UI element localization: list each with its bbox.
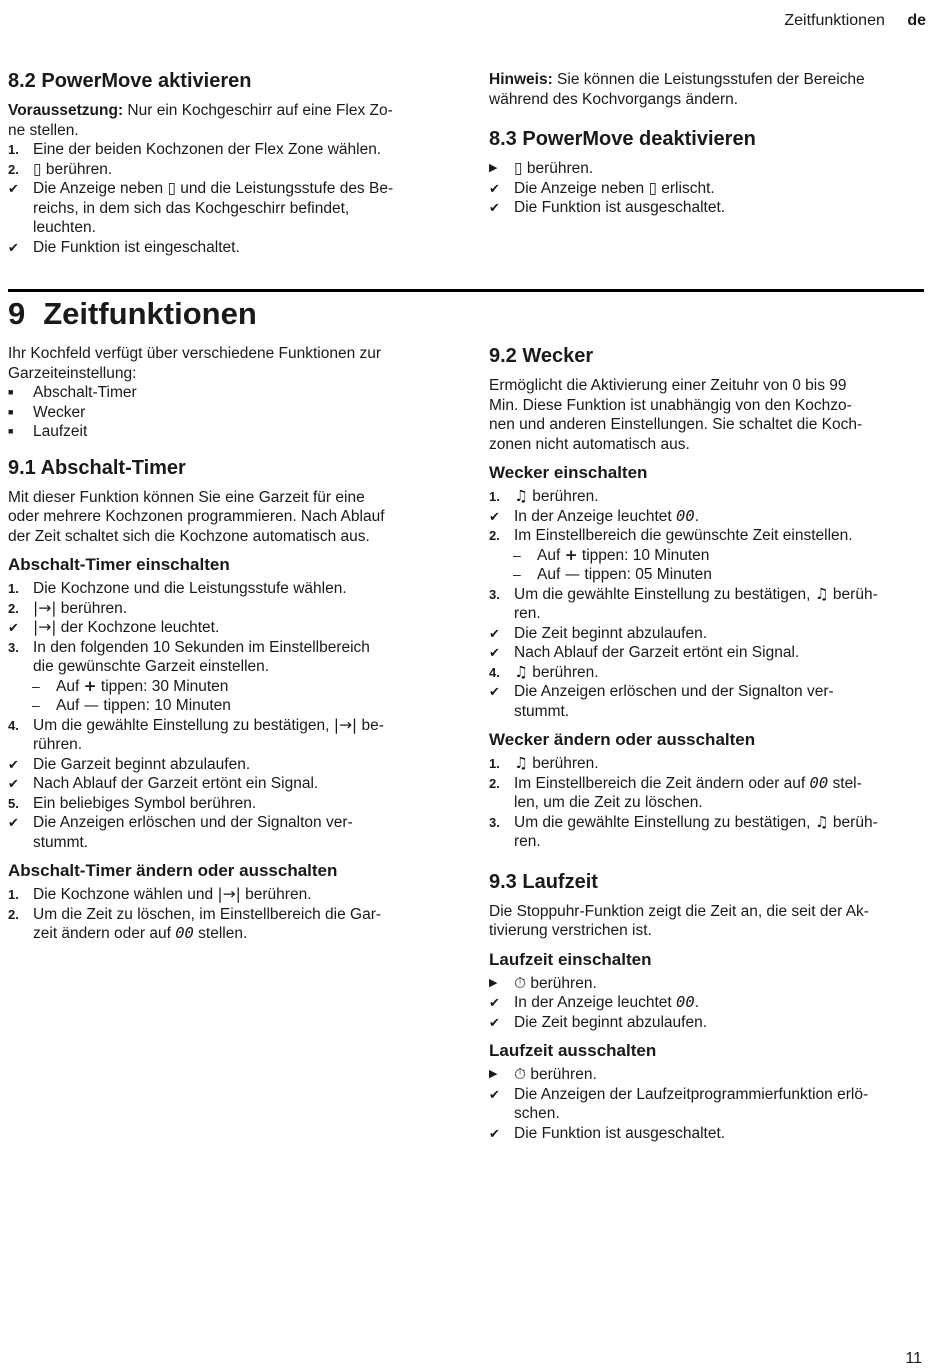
arrow-icon: ▶ [489,1068,498,1080]
segment-display-icon: 00 [809,773,829,792]
step-item: 2. ▯ berühren. [8,159,113,178]
heading-9-2: 9.2 Wecker [489,345,594,367]
list-item: ■ Abschalt-Timer [8,384,137,401]
bell-icon: ♫ [514,754,528,772]
subheading-timer-on: Abschalt-Timer einschalten [8,555,230,574]
timer-icon: |→| [333,715,358,734]
stopwatch-icon: ⏱ [514,1065,527,1083]
page-number: 11 [905,1350,922,1367]
page-header [784,11,926,31]
plus-icon: + [83,676,97,695]
heading-9-3: 9.3 Laufzeit [489,870,598,893]
check-icon: ✔ [8,181,19,196]
arrow-icon: ▶ [489,162,498,174]
chapter-rule [8,289,924,292]
chapter-9-left: Ihr Kochfeld verfügt über verschiedene Funktionen zur Garzeiteinstellung: ■ Abschalt-Timer ■ Wecker ■ Laufzeit 9.1 Abschalt-Timer Mit dieser Funktion können Sie eine Garzeit für eine oder mehrere Kochzonen programmieren. Nach Ablauf der Zeit schaltet sich die Kochzone automatisch aus. Abschalt-Timer einschalten 1. Die Kochzone und die Leistungsstufe wählen. 2. |→| berühren. ✔ |→| der Kochzone leuchtet. 3. In den folgenden 10 Sekunden im Einstellbereich die gewünschte Garzeit einstellen. – Auf + tippen: 30 Minuten – Auf — tippen: 10 Minuten 4. Um die gewählte Einstellung zu bestätigen, |→| be- rühren. ✔ Die Garzeit beginnt abzulaufen. ✔ Nach Ablauf der Garzeit ertönt ein Signal. 5. Ein beliebiges Symbol berühren. ✔ Die Anzeigen erlöschen und der Signalton ver- stummt. Abschalt-Timer ändern oder ausschalten 1. Die Kochzone wählen und |→| berühren. 2. Um die Zeit zu löschen, im Einstellbereich die Gar- zeit ändern oder auf 00 stellen. [8,344,448,944]
timer-icon: |→| [33,598,57,617]
check-icon: ✔ [489,995,500,1010]
result-item: ✔ Die Funktion ist ausgeschaltet. [489,199,726,216]
check-icon: ✔ [489,508,500,524]
check-icon: ✔ [8,776,19,791]
step-item: 1. Eine der beiden Kochzonen der Flex Zone wählen. [8,141,382,158]
subheading-alarm-on: Wecker einschalten [489,463,648,482]
powermove-icon: ▯ [33,159,42,178]
check-icon: ✔ [489,200,500,215]
check-icon: ✔ [489,645,500,660]
powermove-icon: ▯ [167,179,176,197]
header-section-title: Zeitfunktionen [784,12,885,29]
minus-icon: — [564,565,581,583]
bullet-icon: ■ [8,426,14,436]
check-icon: ✔ [489,180,500,196]
timer-icon: |→| [217,885,241,903]
check-icon: ✔ [489,625,500,641]
check-icon: ✔ [8,756,19,772]
segment-display-icon: 00 [676,993,695,1011]
action-item: ▶ ▯ berühren. [489,159,594,177]
bell-icon: ♫ [514,662,528,681]
plus-icon: + [564,545,578,564]
bullet-icon: ■ [8,387,14,397]
check-icon: ✔ [8,239,19,255]
section-8-2: 8.2 PowerMove aktivieren Voraussetzung: Nur ein Kochgeschirr auf eine Flex Zo- ne stellen. 1. Eine der beiden Kochzonen der Flex Zone wählen. 2. ▯ berühren. ✔ Die Anzeige neben ▯ und die Leistungsstufe des Be- reichs, in dem sich das Kochgeschirr befindet, leuchten. ✔ Die Funktion ist eingeschaltet. [8,69,448,257]
check-icon: ✔ [8,620,19,635]
bell-icon: ♫ [814,584,829,603]
chapter-title: 9 Zeitfunktionen [8,296,257,331]
heading-9-1: 9.1 Abschalt-Timer [8,456,186,479]
subheading-runtime-on: Laufzeit einschalten [489,949,652,969]
subheading-runtime-off: Laufzeit ausschalten [489,1041,657,1060]
result-item: ✔ Die Funktion ist eingeschaltet. [8,238,240,256]
segment-display-icon: 00 [175,924,194,942]
check-icon: ✔ [489,1125,500,1141]
header-language: de [907,12,926,29]
minus-icon: — [83,696,100,714]
list-item: ■ Laufzeit [8,423,88,440]
powermove-icon: ▯ [648,178,657,197]
powermove-icon: ▯ [514,159,523,177]
list-item: ■ Wecker [8,403,86,421]
section-8-3: Hinweis: Sie können die Leistungsstufen der Bereiche während des Kochvorgangs ändern. 8.3 PowerMove deaktivieren ▶ ▯ berühren. ✔ Die Anzeige neben ▯ erlischt. ✔ Die Funktion ist ausgeschaltet. [489,70,924,218]
stopwatch-icon: ⏱ [514,973,527,992]
heading-8-3: 8.3 PowerMove deaktivieren [489,128,756,150]
heading-8-2: 8.2 PowerMove aktivieren [8,70,252,92]
subheading-timer-change: Abschalt-Timer ändern oder ausschalten [8,861,338,880]
bell-icon: ♫ [514,487,528,505]
result-item: ✔ Die Anzeige neben ▯ und die Leistungsstufe des Be- reichs, in dem sich das Kochgeschirr befindet, leuchten. [8,179,394,236]
bullet-icon: ■ [8,406,14,417]
segment-display-icon: 00 [676,506,695,525]
arrow-icon: ▶ [489,976,498,989]
chapter-9-right: 9.2 Wecker Ermöglicht die Aktivierung einer Zeituhr von 0 bis 99 Min. Diese Funktion ist unabhängig von den Kochzo- nen und anderen Einstellungen. Sie schaltet die Koch- zonen nicht automatisch aus. Wecker einschalten 1. ♫ berühren. ✔ In der Anzeige leuchtet 00. 2. Im Einstellbereich die gewünschte Zeit einstellen. – Auf + tippen: 10 Minuten – Auf — tippen: 05 Minuten 3. Um die gewählte Einstellung zu bestätigen, ♫ berüh- ren. ✔ Die Zeit beginnt abzulaufen. ✔ Nach Ablauf der Garzeit ertönt ein Signal. 4. ♫ berühren. ✔ Die Anzeigen erlöschen und der Signalton ver- stummt. Wecker ändern oder ausschalten 1. ♫ berühren. 2. Im Einstellbereich die Zeit ändern oder auf 00 stel- len, um die Zeit zu löschen. 3. Um die gewählte Einstellung zu bestätigen, ♫ berüh- ren. 9.3 Laufzeit Die Stoppuhr-Funktion zeigt die Zeit an, die seit der Ak- tivierung verstrichen ist. Laufzeit einschalten ▶ ⏱ berühren. ✔ In der Anzeige leuchtet 00. ✔ Die Zeit beginnt abzulaufen. Laufzeit ausschalten ▶ ⏱ berühren. ✔ Die Anzeigen der Laufzeitprogrammierfunktion erlö- schen. ✔ Die Funktion ist ausgeschaltet. [489,344,924,1143]
check-icon: ✔ [489,1014,500,1030]
bell-icon: ♫ [814,812,829,831]
check-icon: ✔ [8,815,19,830]
timer-icon: |→| [33,618,57,636]
hint: Hinweis: Sie können die Leistungsstufen der Bereiche [489,71,865,88]
check-icon: ✔ [489,684,500,699]
result-item: ✔ Die Anzeige neben ▯ erlischt. [489,178,715,197]
subheading-alarm-change: Wecker ändern oder ausschalten [489,730,756,749]
check-icon: ✔ [489,1086,500,1102]
